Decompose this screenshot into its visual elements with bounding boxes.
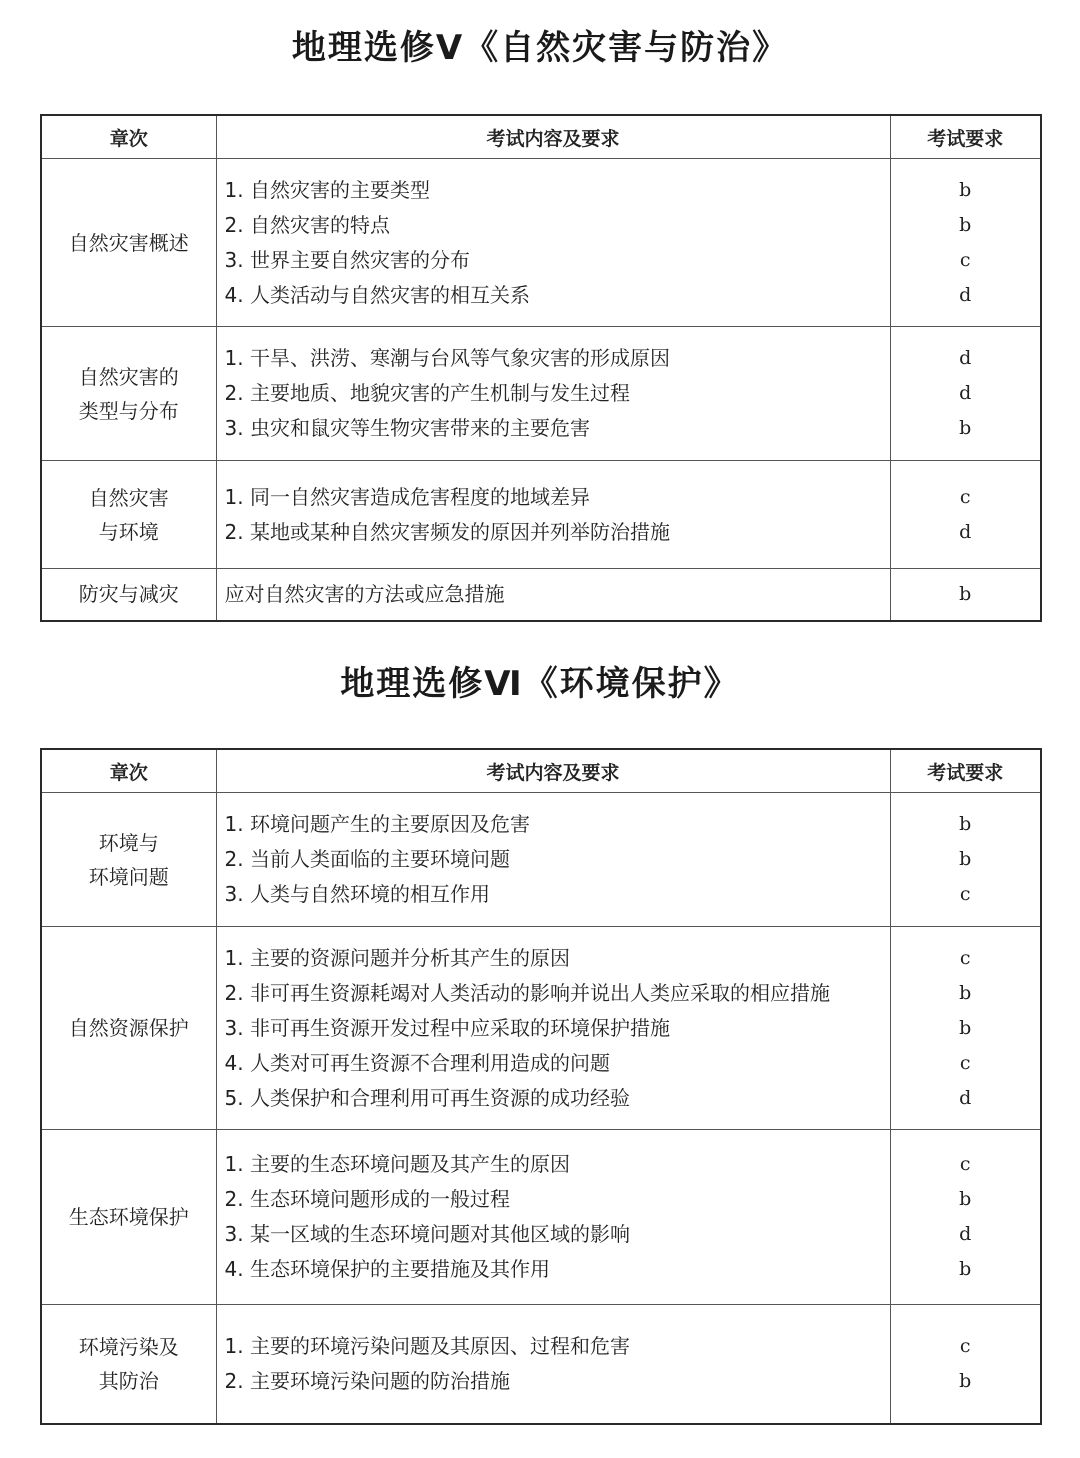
content-item: 2. 自然灾害的特点 [224, 212, 390, 237]
content-cell [216, 569, 890, 621]
content-item: 3. 非可再生资源开发过程中应采取的环境保护措施 [224, 1015, 670, 1040]
chapter-cell [41, 927, 216, 1130]
grade-cell [890, 1130, 1041, 1305]
content-cell [216, 1130, 890, 1305]
header-chapter: 章次 [41, 115, 216, 159]
table-row [41, 159, 1041, 327]
content-cell [216, 159, 890, 327]
grade-value: c [959, 485, 971, 508]
grade-value: c [959, 248, 971, 271]
content-cell [216, 793, 890, 927]
content-item: 4. 人类活动与自然灾害的相互关系 [224, 282, 530, 307]
content-item: 2. 当前人类面临的主要环境问题 [224, 847, 510, 871]
content-item: 1. 主要的生态环境问题及其产生的原因 [224, 1152, 570, 1176]
chapter-label: 环境污染及 [78, 1334, 179, 1359]
table-row [41, 327, 1041, 461]
table-row [41, 927, 1041, 1130]
section2-title: 地理选修Ⅵ《环境保护》 [340, 664, 740, 704]
chapter-cell [41, 327, 216, 461]
grade-value: b [959, 178, 972, 201]
chapter-label: 自然资源保护 [68, 1016, 189, 1040]
grade-value: d [959, 1086, 972, 1109]
chapter-label: 与环境 [98, 519, 159, 544]
grade-value: b [959, 848, 972, 870]
grade-value: b [959, 1016, 972, 1039]
grade-value: b [959, 417, 972, 439]
chapter-cell [41, 569, 216, 621]
section1-title: 地理选修Ⅴ《自然灾害与防治》 [291, 28, 789, 68]
content-cell [216, 461, 890, 569]
grade-cell [890, 793, 1041, 927]
content-item: 1. 主要的环境污染问题及其原因、过程和危害 [224, 1333, 630, 1358]
content-cell [216, 927, 890, 1130]
content-item: 3. 人类与自然环境的相互作用 [224, 882, 490, 906]
grade-cell [890, 159, 1041, 327]
grade-value: b [959, 582, 972, 605]
grade-value: c [959, 1051, 971, 1074]
content-item: 5. 人类保护和合理利用可再生资源的成功经验 [224, 1085, 630, 1110]
content-item: 1. 同一自然灾害造成危害程度的地域差异 [224, 484, 590, 509]
chapter-cell [41, 159, 216, 327]
grade-cell [890, 327, 1041, 461]
grade-value: c [959, 1334, 971, 1357]
chapter-cell [41, 1305, 216, 1424]
grade-value: b [959, 981, 972, 1004]
table-row [41, 1130, 1041, 1305]
header-chapter: 章次 [41, 749, 216, 793]
grade-cell [890, 1305, 1041, 1424]
chapter-label: 生态环境保护 [68, 1205, 189, 1229]
content-cell [216, 1305, 890, 1424]
content-item: 2. 生态环境问题形成的一般过程 [224, 1187, 510, 1211]
content-item: 1. 自然灾害的主要类型 [224, 177, 430, 202]
grade-value: d [959, 1223, 972, 1245]
chapter-label: 自然灾害 [88, 485, 169, 510]
content-item: 2. 非可再生资源耗竭对人类活动的影响并说出人类应采取的相应措施 [224, 980, 830, 1005]
content-item: 2. 主要地质、地貌灾害的产生机制与发生过程 [224, 381, 630, 405]
content-item: 4. 人类对可再生资源不合理利用造成的问题 [224, 1050, 610, 1075]
grade-value: b [959, 813, 972, 835]
table-row [41, 461, 1041, 569]
table-header-row [41, 749, 1041, 793]
grade-cell [890, 927, 1041, 1130]
chapter-label: 自然灾害概述 [68, 230, 189, 255]
table-header-row [41, 115, 1041, 159]
content-item: 2. 某地或某种自然灾害频发的原因并列举防治措施 [224, 519, 670, 544]
content-item: 应对自然灾害的方法或应急措施 [224, 581, 505, 606]
content-cell [216, 327, 890, 461]
content-item: 4. 生态环境保护的主要措施及其作用 [224, 1257, 550, 1281]
grade-cell [890, 569, 1041, 621]
header-requirement: 考试要求 [890, 749, 1041, 793]
grade-value: d [959, 382, 972, 404]
grade-value: c [959, 883, 971, 905]
table-row [41, 569, 1041, 621]
exam-table-environmental-protection [40, 748, 1042, 1425]
content-item: 3. 某一区域的生态环境问题对其他区域的影响 [224, 1222, 630, 1246]
chapter-label: 其防治 [98, 1368, 159, 1393]
grade-value: d [959, 520, 972, 543]
grade-value: d [959, 347, 972, 369]
grade-cell [890, 461, 1041, 569]
chapter-label: 防灾与减灾 [78, 582, 179, 607]
chapter-cell [41, 1130, 216, 1305]
grade-value: c [959, 946, 971, 969]
grade-value: b [959, 213, 972, 236]
header-content: 考试内容及要求 [216, 749, 890, 793]
content-item: 3. 虫灾和鼠灾等生物灾害带来的主要危害 [224, 416, 590, 440]
chapter-label: 类型与分布 [78, 398, 179, 423]
grade-value: b [959, 1369, 972, 1392]
grade-value: b [959, 1258, 972, 1280]
chapter-label: 环境问题 [88, 864, 169, 889]
content-item: 3. 世界主要自然灾害的分布 [224, 247, 470, 272]
grade-value: c [959, 1153, 971, 1175]
exam-table-natural-disasters [40, 114, 1042, 622]
header-content: 考试内容及要求 [216, 115, 890, 159]
grade-value: d [959, 283, 972, 306]
grade-value: b [959, 1188, 972, 1210]
chapter-label: 自然灾害的 [78, 364, 179, 389]
content-item: 1. 主要的资源问题并分析其产生的原因 [224, 945, 570, 970]
chapter-label: 环境与 [98, 830, 159, 855]
content-item: 2. 主要环境污染问题的防治措施 [224, 1368, 510, 1393]
content-item: 1. 干旱、洪涝、寒潮与台风等气象灾害的形成原因 [224, 346, 670, 370]
table-row [41, 1305, 1041, 1424]
table-row [41, 793, 1041, 927]
chapter-cell [41, 461, 216, 569]
content-item: 1. 环境问题产生的主要原因及危害 [224, 812, 530, 836]
header-requirement: 考试要求 [890, 115, 1041, 159]
chapter-cell [41, 793, 216, 927]
